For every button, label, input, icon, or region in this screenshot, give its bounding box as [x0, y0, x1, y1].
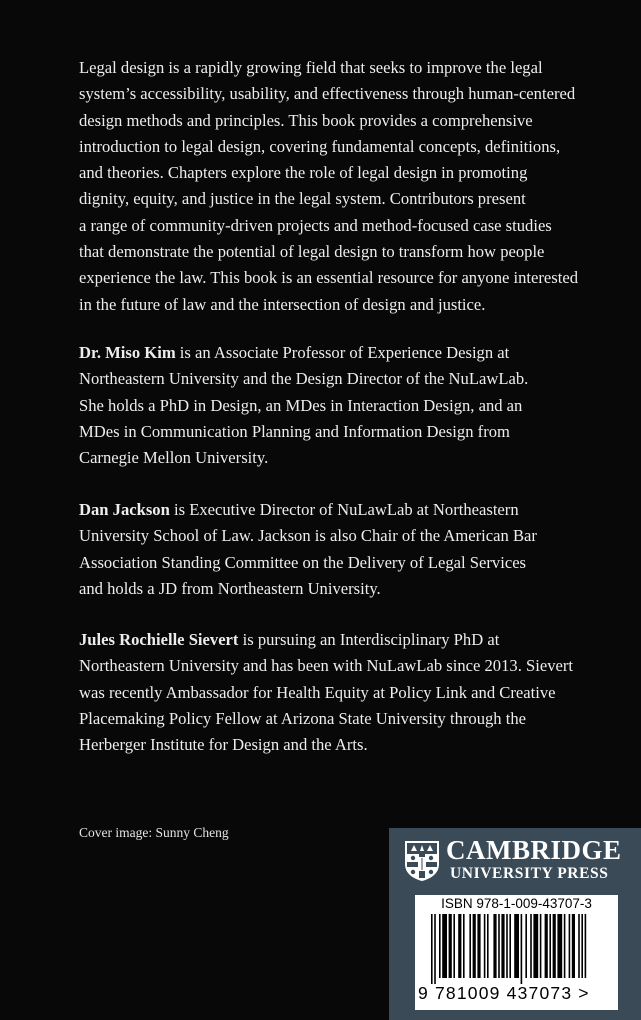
blurb-line: design methods and principles. This book provides a comprehensive [79, 110, 533, 130]
publisher-subtitle: UNIVERSITY PRESS [450, 865, 609, 882]
author-name: Jules Rochielle Sievert [79, 630, 239, 649]
bio-line: University School of Law. Jackson is also Chair of the American Bar [79, 526, 537, 546]
blurb-line: dignity, equity, and justice in the legal system. Contributors present [79, 189, 526, 209]
blurb-line: system’s accessibility, usability, and effectiveness through human-centered [79, 84, 576, 104]
blurb-line: experience the law. This book is an essential resource for anyone interested [79, 268, 579, 288]
bio-text: is pursuing an Interdisciplinary PhD at [238, 630, 500, 649]
barcode-bars [431, 914, 611, 984]
bio-line: was recently Ambassador for Health Equity at Policy Link and Creative [79, 682, 556, 702]
blurb-line: a range of community-driven projects and method-focused case studies [79, 215, 552, 235]
bio-line: She holds a PhD in Design, an MDes in Interaction Design, and an [79, 395, 523, 415]
blurb-line: introduction to legal design, covering fundamental concepts, definitions, [79, 136, 561, 156]
bio-line [79, 627, 589, 653]
bio-line [79, 340, 589, 366]
publisher-panel [389, 828, 641, 1020]
blurb-line: and theories. Chapters explore the role of legal design in promoting [79, 163, 528, 183]
blurb-line: Legal design is a rapidly growing field that seeks to improve the legal [79, 58, 543, 77]
cover-image-credit: Cover image: Sunny Cheng [79, 825, 229, 840]
author-name: Dr. Miso Kim [79, 343, 176, 362]
blurb-line: that demonstrate the potential of legal design to transform how people [79, 242, 545, 262]
cambridge-shield-icon [404, 840, 440, 882]
publisher-name: CAMBRIDGE [446, 835, 622, 865]
bio-line: Carnegie Mellon University. [79, 448, 269, 468]
bio-line: MDes in Communication Planning and Information Design from [79, 421, 510, 441]
bio-text: is an Associate Professor of Experience Design at [175, 343, 510, 362]
bio-line: Northeastern University and the Design Director of the NuLawLab. [79, 369, 529, 389]
bio-line: Herberger Institute for Design and the Arts. [79, 735, 368, 755]
author-name: Dan Jackson [79, 500, 170, 519]
bio-line: and holds a JD from Northeastern University. [79, 578, 381, 598]
bio-line [79, 497, 589, 523]
bio-line: Association Standing Committee on the Delivery of Legal Services [79, 552, 527, 572]
bio-text: is Executive Director of NuLawLab at Northeastern [169, 500, 519, 519]
isbn-barcode [415, 895, 618, 1010]
author-bio-sievert [79, 627, 589, 758]
bio-line: Northeastern University and has been with NuLawLab since 2013. Sievert [79, 656, 573, 676]
book-blurb [79, 55, 589, 318]
author-bio-kim [79, 340, 589, 471]
bio-line: Placemaking Policy Fellow at Arizona State University through the [79, 708, 527, 728]
barcode-digits: 9 781009 437073 > [418, 983, 590, 1003]
isbn-label: ISBN 978-1-009-43707-3 [441, 896, 592, 911]
author-bio-jackson [79, 497, 589, 602]
blurb-line: in the future of law and the intersection of design and justice. [79, 294, 486, 314]
